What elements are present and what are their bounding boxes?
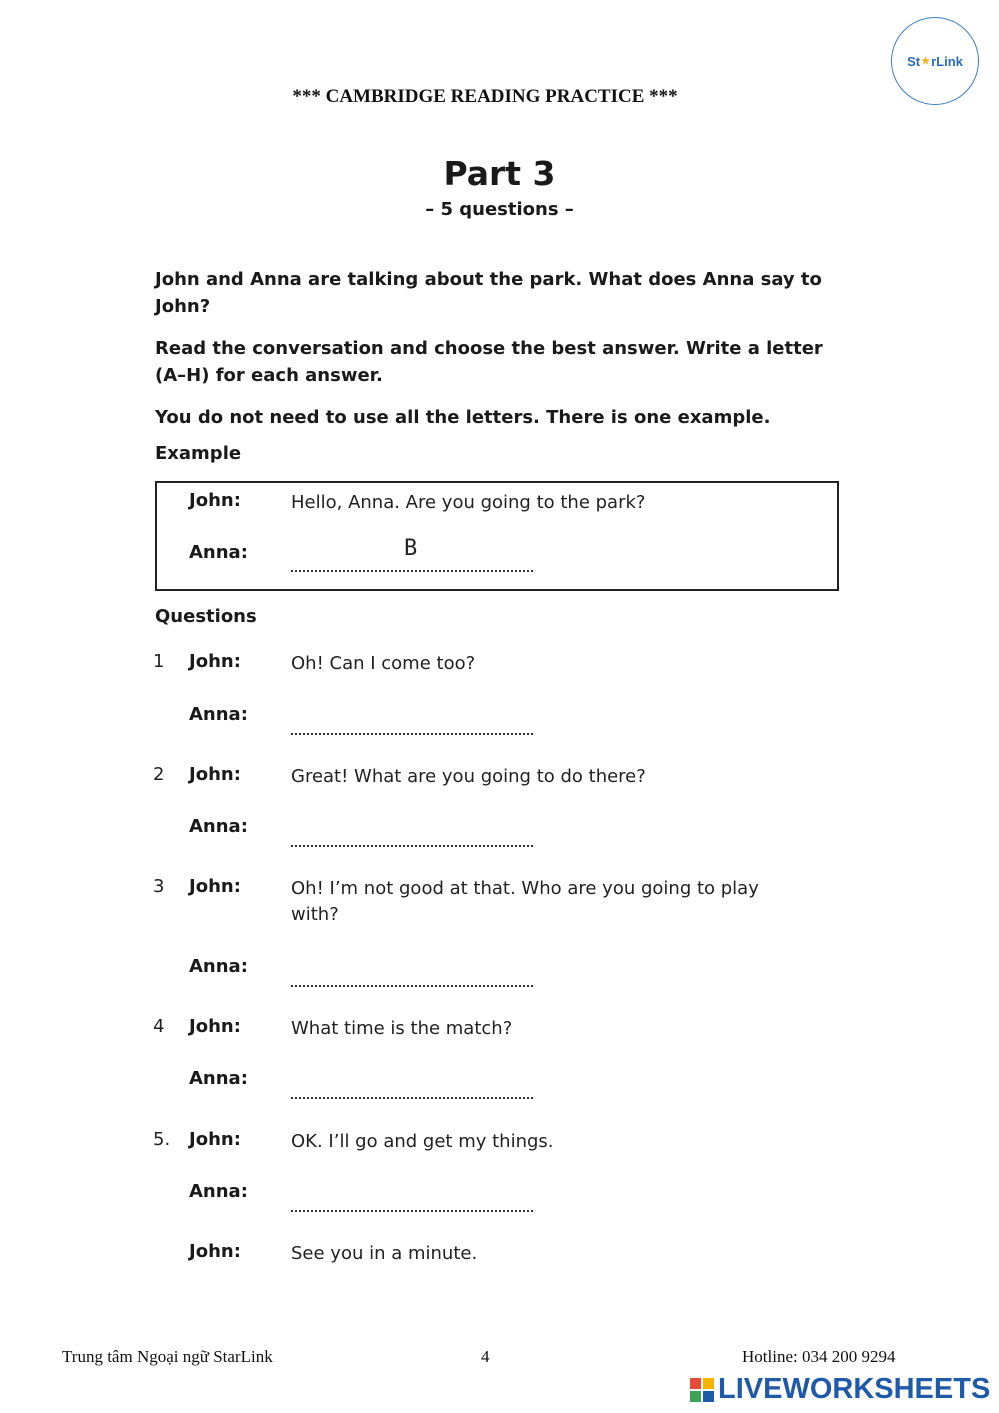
example-answer: B <box>404 536 418 561</box>
liveworksheets-name: LIVEWORKSHEETS <box>718 1373 991 1405</box>
question-number: 3 <box>153 876 165 897</box>
question-number: 4 <box>153 1016 165 1037</box>
page-number: 4 <box>481 1347 490 1366</box>
header-title: *** CAMBRIDGE READING PRACTICE *** <box>292 86 678 107</box>
instruction-2: Read the conversation and choose the best answer. Write a letter (A–H) for each answer. <box>155 338 823 386</box>
answer-input-1[interactable] <box>291 725 533 735</box>
example-label: Example <box>155 443 242 464</box>
example-answer-line <box>291 562 533 572</box>
part-subtitle: – 5 questions – <box>425 199 574 220</box>
question-john-line: What time is the match? <box>291 1018 513 1039</box>
footer-center-name: Trung tâm Ngoại ngữ StarLink <box>62 1347 273 1366</box>
answer-input-2[interactable] <box>291 837 533 847</box>
starlink-logo <box>891 17 979 105</box>
logo-text-right: rLink <box>931 53 963 69</box>
star-icon: ★ <box>921 55 931 67</box>
question-john-line: Great! What are you going to do there? <box>291 766 646 787</box>
question-anna-label: Anna: <box>189 1181 248 1202</box>
answer-input-4[interactable] <box>291 1089 533 1099</box>
example-john-label: John: <box>189 490 241 511</box>
footer-hotline: Hotline: 034 200 9294 <box>742 1347 896 1366</box>
question-john-line: Oh! Can I come too? <box>291 653 476 674</box>
example-john-line: Hello, Anna. Are you going to the park? <box>291 492 646 513</box>
answer-input-3[interactable] <box>291 977 533 987</box>
question-number: 1 <box>153 651 165 672</box>
question-john-label: John: <box>189 651 241 672</box>
question-john-label: John: <box>189 1016 241 1037</box>
question-john-label: John: <box>189 876 241 897</box>
liveworksheets-brand <box>690 1373 990 1406</box>
question-john-label: John: <box>189 1129 241 1150</box>
example-anna-label: Anna: <box>189 542 248 563</box>
closing-john-label: John: <box>189 1241 241 1262</box>
question-john-line: Oh! I’m not good at that. Who are you going to play with? <box>291 878 759 925</box>
closing-john-line: See you in a minute. <box>291 1243 478 1264</box>
question-number: 5. <box>153 1129 171 1150</box>
question-anna-label: Anna: <box>189 704 248 725</box>
instruction-1: John and Anna are talking about the park. What does Anna say to John? <box>155 269 822 317</box>
question-john-line: OK. I’ll go and get my things. <box>291 1131 554 1152</box>
question-john-label: John: <box>189 764 241 785</box>
liveworksheets-logo-icon <box>690 1378 714 1402</box>
logo-text-left: St <box>907 53 921 69</box>
answer-input-5[interactable] <box>291 1202 533 1212</box>
questions-label: Questions <box>155 606 257 627</box>
question-anna-label: Anna: <box>189 1068 248 1089</box>
question-anna-label: Anna: <box>189 956 248 977</box>
question-anna-label: Anna: <box>189 816 248 837</box>
instruction-3: You do not need to use all the letters. There is one example. <box>155 407 771 428</box>
part-title: Part 3 <box>443 154 556 193</box>
question-number: 2 <box>153 764 165 785</box>
